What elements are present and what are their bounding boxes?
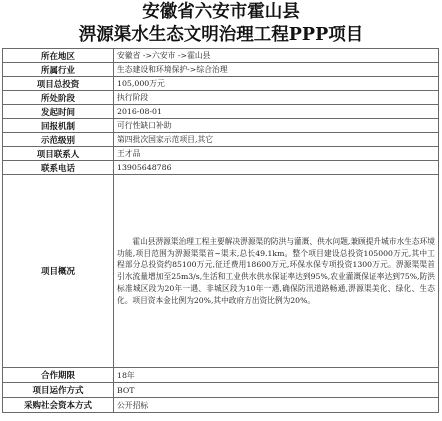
document-title <box>0 0 442 47</box>
row-value: BOT <box>114 383 439 398</box>
row-value: 18年 <box>114 368 439 383</box>
row-label: 所在地区 <box>3 49 114 63</box>
row-label: 发起时间 <box>3 105 114 119</box>
row-value: 可行性缺口补助 <box>114 119 439 133</box>
table-row <box>3 368 439 383</box>
row-value: 安徽省 ->六安市 ->霍山县 <box>114 49 439 63</box>
table-row <box>3 133 439 147</box>
row-label: 示范级别 <box>3 133 114 147</box>
table-row <box>3 63 439 77</box>
row-value: 13905648786 <box>114 161 439 175</box>
row-label: 联系电话 <box>3 161 114 175</box>
title-line-2: 淠源渠水生态文明治理工程PPP项目 <box>78 25 364 45</box>
table-row <box>3 105 439 119</box>
row-value: 2016-08-01 <box>114 105 439 119</box>
project-info-table <box>2 48 439 413</box>
row-label: 项目总投资 <box>3 77 114 91</box>
row-value: 公开招标 <box>114 398 439 413</box>
row-label: 项目运作方式 <box>3 383 114 398</box>
row-label: 回报机制 <box>3 119 114 133</box>
row-label: 项目联系人 <box>3 147 114 161</box>
project-overview-text: 霍山县淠源渠治理工程主要解决淠源渠的防洪与灌溉、供水问题,兼顾提升城市水生态环境功能,项目范围为淠源渠渠首~渠末,总长49.1km。整个项目建设总投资105000万元,其中工程部分总投资约85100万元,征迁费用18600万元,环保水保专项投资1300万元。淠源渠渠首引水流量增加至25m3/s,生活和工业供水供水保证率达到95%,农业灌溉保证率达到75%,防洪标准城区段为20年一遇、非城区段为10年一遇,确保防汛道路畅通,淠源渠美化、绿化、生态化。项目资本金比例为20%,其中政府方出资比例为20%。 <box>114 175 439 368</box>
row-value: 执行阶段 <box>114 91 439 105</box>
table-row <box>3 77 439 91</box>
row-label: 项目概况 <box>3 175 114 368</box>
table-row <box>3 383 439 398</box>
row-value: 生态建设和环境保护->综合治理 <box>114 63 439 77</box>
title-line-1: 安徽省六安市霍山县 <box>142 2 300 22</box>
table-row <box>3 175 439 368</box>
table-row <box>3 147 439 161</box>
table-row <box>3 398 439 413</box>
table-row <box>3 119 439 133</box>
table-row <box>3 161 439 175</box>
row-label: 合作期限 <box>3 368 114 383</box>
row-label: 所属行业 <box>3 63 114 77</box>
row-value: 王才品 <box>114 147 439 161</box>
row-value: 105,000万元 <box>114 77 439 91</box>
table-row <box>3 49 439 63</box>
row-value: 第四批次国家示范项目,其它 <box>114 133 439 147</box>
table-row <box>3 91 439 105</box>
row-label: 采购社会资本方式 <box>3 398 114 413</box>
row-label: 所处阶段 <box>3 91 114 105</box>
